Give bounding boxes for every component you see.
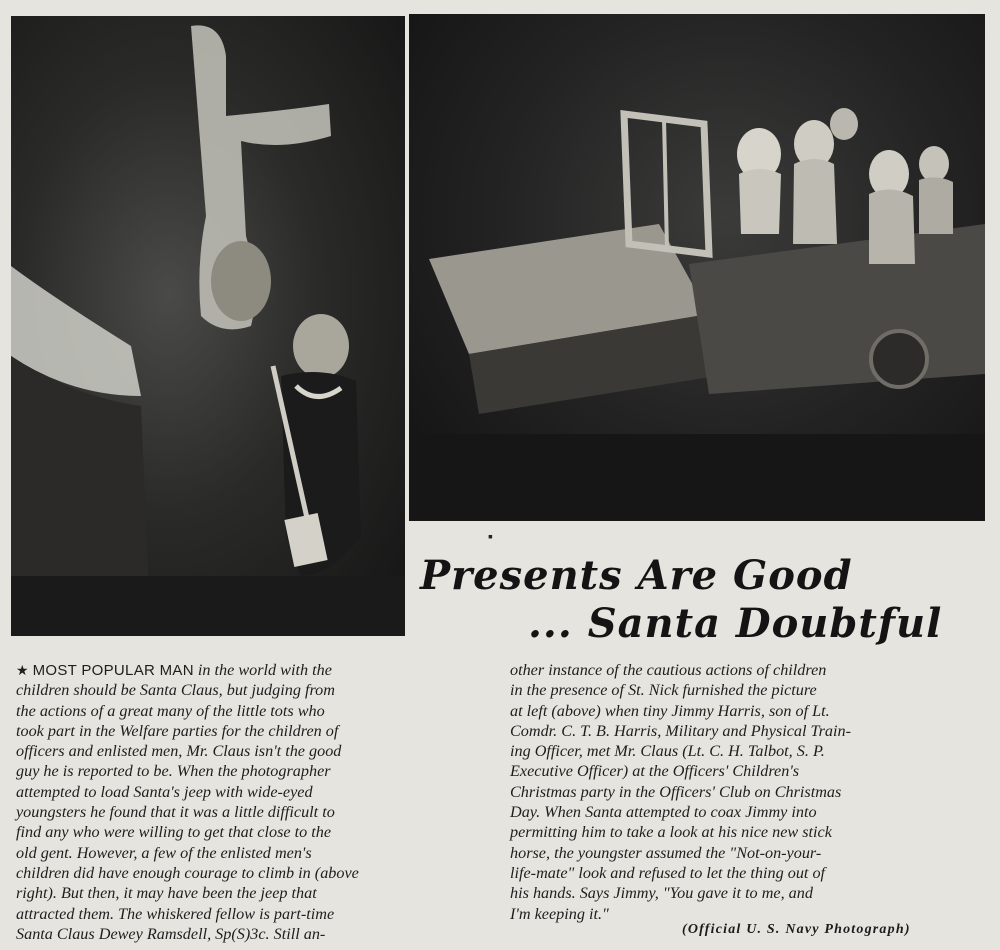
article-line: attempted to load Santa's jeep with wide-eyed (16, 782, 313, 801)
article-line: Christmas party in the Officers' Club on Christmas (510, 782, 842, 801)
article-line: Day. When Santa attempted to coax Jimmy into (510, 803, 817, 822)
photo-santa-and-child-illustration (11, 16, 405, 636)
article-line: children should be Santa Claus, but judging from (16, 681, 335, 700)
article-line: old gent. However, a few of the enlisted men's (16, 843, 312, 862)
article-line: right). But then, it may have been the jeep that (16, 884, 317, 903)
article-line: officers and enlisted men, Mr. Claus isn't the good (16, 742, 342, 761)
article-line: ing Officer, met Mr. Claus (Lt. C. H. Talbot, S. P. (510, 742, 825, 761)
article-line: other instance of the cautious actions of children (510, 661, 827, 679)
headline-line-2: ... Santa Doubtful (528, 600, 943, 647)
article-line: attracted them. The whiskered fellow is part-time (16, 904, 335, 923)
article-line: life-mate" look and refused to let the thing out of (510, 863, 826, 882)
article-line: guy he is reported to be. When the photographer (16, 762, 331, 781)
headline-line-1: Presents Are Good (420, 552, 853, 599)
article-line: children did have enough courage to climb in (above (16, 863, 359, 882)
photo-credit: (Official U. S. Navy Photograph) (682, 922, 911, 937)
article-line: youngsters he found that it was a little difficult to (16, 803, 335, 822)
article-line: his hands. Says Jimmy, "You gave it to me, and (510, 884, 813, 903)
article-line (16, 660, 478, 680)
ornament-mark: ▪ (488, 530, 493, 545)
photo-children-in-jeep (409, 14, 985, 521)
article-line: the actions of a great many of the little tots who (16, 701, 325, 720)
article-line: at left (above) when tiny Jimmy Harris, son of Lt. (510, 701, 830, 720)
photo-children-in-jeep-illustration (409, 14, 985, 521)
article-line: find any who were willing to get that close to the (16, 823, 332, 842)
article-line: Executive Officer) at the Officers' Children's (510, 762, 800, 781)
star-icon: ★ (16, 663, 29, 679)
article-line: in the presence of St. Nick furnished the picture (510, 681, 817, 700)
article-line: took part in the Welfare parties for the children of (16, 721, 339, 740)
article-column-left (16, 660, 478, 944)
article-column-right (510, 660, 974, 924)
article-line: I'm keeping it." (510, 904, 609, 923)
photo-santa-and-child (11, 16, 405, 636)
article-line: Comdr. C. T. B. Harris, Military and Physical Train- (510, 721, 852, 740)
article-line: permitting him to take a look at his nice new stick (510, 823, 832, 842)
article-line: horse, the youngster assumed the "Not-on-your- (510, 843, 822, 862)
article-line-text: in the world with the (193, 661, 332, 679)
lead-caps: MOST POPULAR MAN (32, 662, 194, 679)
article-line: Santa Claus Dewey Ramsdell, Sp(S)3c. Still an- (16, 924, 326, 943)
